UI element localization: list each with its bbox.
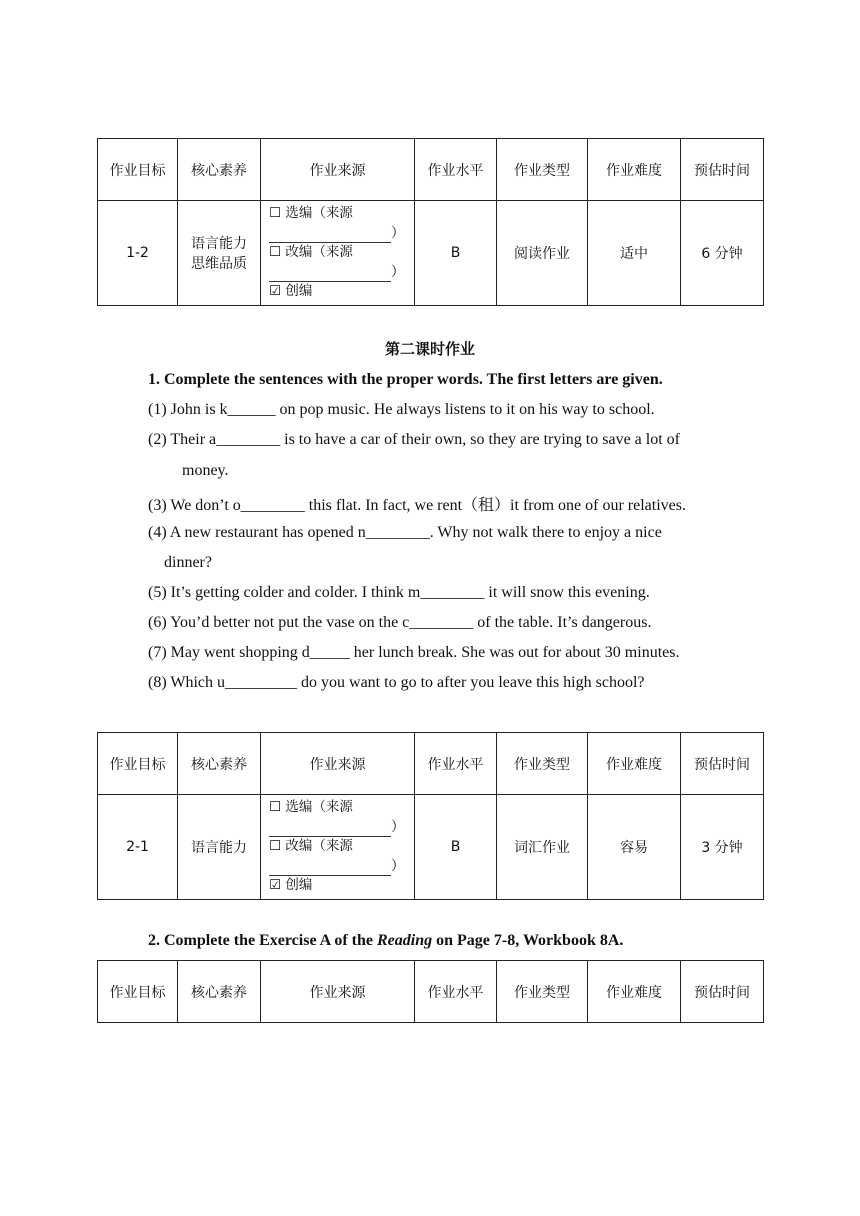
- header-time: 预估时间: [681, 733, 764, 795]
- homework-table-2: [97, 732, 764, 900]
- exercise-item: (5) It’s getting colder and colder. I think m________ it will snow this evening.: [148, 584, 650, 601]
- header-time: 预估时间: [681, 961, 764, 1023]
- header-time: 预估时间: [681, 139, 764, 201]
- header-level: 作业水平: [415, 961, 497, 1023]
- exercise-item: (8) Which u_________ do you want to go to after you leave this high school?: [148, 674, 645, 691]
- header-source: 作业来源: [261, 139, 415, 201]
- source-option-select: ☐ 选编（来源: [269, 205, 353, 222]
- blank-line: [269, 823, 391, 837]
- lesson-title: 第二课时作业: [384, 340, 475, 358]
- header-literacy: 核心素养: [178, 733, 261, 795]
- exercise-2-prefix: 2. Complete the Exercise A of the: [148, 932, 377, 949]
- goal-cell: 2-1: [98, 795, 178, 900]
- header-level: 作业水平: [415, 733, 497, 795]
- header-type: 作业类型: [497, 961, 588, 1023]
- header-source: 作业来源: [261, 733, 415, 795]
- header-difficulty: 作业难度: [588, 139, 681, 201]
- source-option-select: ☐ 选编（来源: [269, 799, 353, 816]
- header-literacy: 核心素养: [178, 139, 261, 201]
- close-paren: ）: [391, 818, 405, 835]
- level-cell: B: [415, 201, 497, 306]
- literacy-cell: 语言能力: [178, 795, 261, 900]
- source-option-adapt: ☐ 改编（来源: [269, 838, 353, 855]
- source-cell: [261, 201, 415, 306]
- source-option-adapt: ☐ 改编（来源: [269, 244, 353, 261]
- difficulty-cell: 适中: [588, 201, 681, 306]
- exercise-item: (4) A new restaurant has opened n________. Why not walk there to enjoy a nice: [148, 524, 662, 541]
- table-header-row: [98, 139, 764, 201]
- source-cell: [261, 795, 415, 900]
- difficulty-cell: 容易: [588, 795, 681, 900]
- time-cell: 6 分钟: [681, 201, 764, 306]
- exercise-item: (6) You’d better not put the vase on the c________ of the table. It’s dangerous.: [148, 614, 652, 631]
- time-cell: 3 分钟: [681, 795, 764, 900]
- table-header-row: [98, 961, 764, 1023]
- exercise-2-heading: [148, 932, 623, 950]
- exercise-item: (3) We don’t o________ this flat. In fact, we rent（租）it from one of our relatives.: [148, 497, 686, 514]
- exercise-item: (7) May went shopping d_____ her lunch break. She was out for about 30 minutes.: [148, 644, 680, 661]
- close-paren: ）: [391, 857, 405, 874]
- homework-table-3: [97, 960, 764, 1023]
- blank-line: [269, 229, 391, 243]
- source-option-create: ☑ 创编: [269, 283, 313, 300]
- exercise-2-suffix: on Page 7-8, Workbook 8A.: [432, 932, 624, 949]
- header-difficulty: 作业难度: [588, 961, 681, 1023]
- exercise-1-heading: 1. Complete the sentences with the proper words. The first letters are given.: [148, 371, 663, 388]
- literacy-line: 语言能力: [191, 236, 247, 252]
- header-goal: 作业目标: [98, 961, 178, 1023]
- header-type: 作业类型: [497, 139, 588, 201]
- header-difficulty: 作业难度: [588, 733, 681, 795]
- header-type: 作业类型: [497, 733, 588, 795]
- close-paren: ）: [391, 263, 405, 280]
- header-source: 作业来源: [261, 961, 415, 1023]
- exercise-2-italic: Reading: [377, 932, 433, 949]
- source-option-create: ☑ 创编: [269, 877, 313, 894]
- type-cell: 词汇作业: [497, 795, 588, 900]
- exercise-item: money.: [182, 462, 229, 479]
- header-goal: 作业目标: [98, 733, 178, 795]
- exercise-item: dinner?: [164, 554, 212, 571]
- level-cell: B: [415, 795, 497, 900]
- table-row: [98, 201, 764, 306]
- literacy-cell: [178, 201, 261, 306]
- exercise-item: (1) John is k______ on pop music. He always listens to it on his way to school.: [148, 401, 655, 418]
- header-level: 作业水平: [415, 139, 497, 201]
- table-row: [98, 795, 764, 900]
- goal-cell: 1-2: [98, 201, 178, 306]
- literacy-line: 思维品质: [191, 256, 247, 272]
- table-header-row: [98, 733, 764, 795]
- header-literacy: 核心素养: [178, 961, 261, 1023]
- blank-line: [269, 862, 391, 876]
- close-paren: ）: [391, 224, 405, 241]
- exercise-item: (2) Their a________ is to have a car of their own, so they are trying to save a lot of: [148, 431, 680, 448]
- blank-line: [269, 268, 391, 282]
- header-goal: 作业目标: [98, 139, 178, 201]
- type-cell: 阅读作业: [497, 201, 588, 306]
- homework-table-1: [97, 138, 764, 306]
